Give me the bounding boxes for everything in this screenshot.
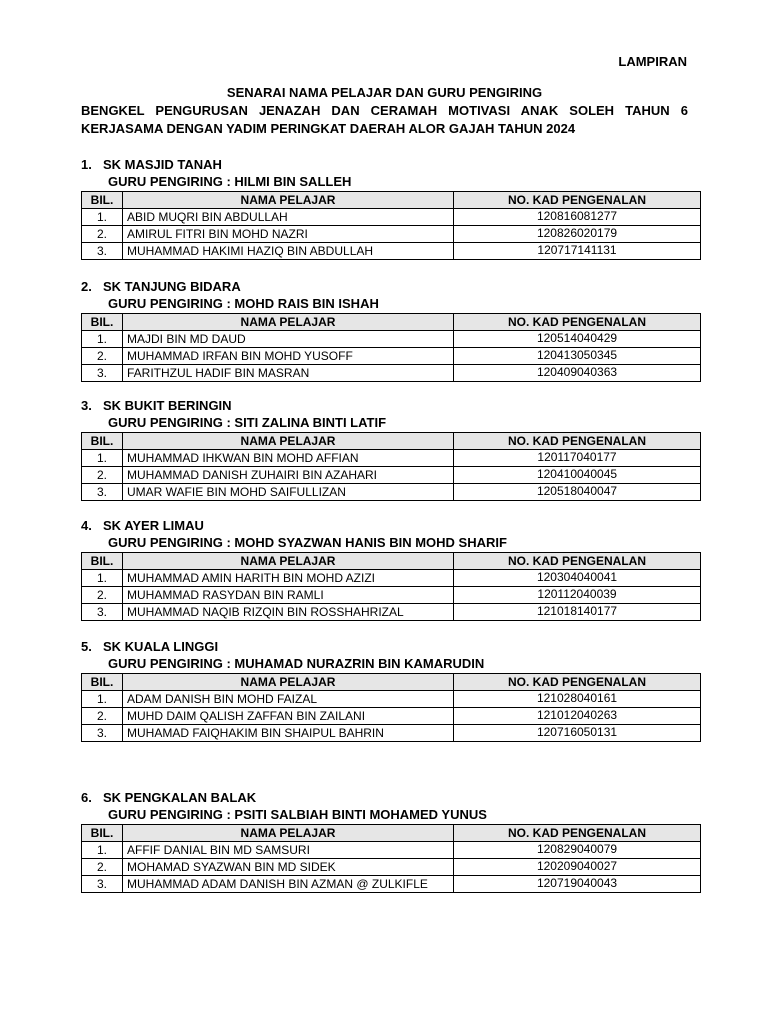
school-section (81, 278, 701, 382)
header-bil: BIL. (82, 433, 123, 450)
cell-bil: 3. (82, 604, 123, 621)
table-row (82, 691, 701, 708)
student-table (81, 432, 701, 501)
header-nama: NAMA PELAJAR (123, 825, 454, 842)
cell-nama: AFFIF DANIAL BIN MD SAMSURI (123, 842, 454, 859)
school-section (81, 638, 701, 742)
cell-nama: MAJDI BIN MD DAUD (123, 331, 454, 348)
table-row (82, 570, 701, 587)
header-bil: BIL. (82, 192, 123, 209)
school-section (81, 517, 701, 621)
student-table (81, 313, 701, 382)
student-table (81, 673, 701, 742)
heading-line-2: BENGKEL PENGURUSAN JENAZAH DAN CERAMAH MOTIVASI ANAK SOLEH TAHUN 6 (81, 103, 688, 118)
cell-ic: 120112040039 (454, 587, 701, 604)
table-row (82, 708, 701, 725)
header-ic: NO. KAD PENGENALAN (454, 825, 701, 842)
school-name: SK BUKIT BERINGIN (103, 398, 232, 413)
header-nama: NAMA PELAJAR (123, 553, 454, 570)
cell-bil: 2. (82, 708, 123, 725)
table-header-row (82, 674, 701, 691)
guru-pengiring: GURU PENGIRING : MOHD RAIS BIN ISHAH (108, 296, 379, 311)
guru-pengiring: GURU PENGIRING : PSITI SALBIAH BINTI MOHAMED YUNUS (108, 807, 487, 822)
header-bil: BIL. (82, 674, 123, 691)
cell-nama: MOHAMAD SYAZWAN BIN MD SIDEK (123, 859, 454, 876)
cell-bil: 3. (82, 725, 123, 742)
cell-ic: 120409040363 (454, 365, 701, 382)
school-section (81, 789, 701, 893)
header-nama: NAMA PELAJAR (123, 192, 454, 209)
cell-nama: FARITHZUL HADIF BIN MASRAN (123, 365, 454, 382)
school-title (81, 278, 701, 295)
cell-ic: 120518040047 (454, 484, 701, 501)
cell-nama: MUHAMMAD DANISH ZUHAIRI BIN AZAHARI (123, 467, 454, 484)
cell-ic: 120716050131 (454, 725, 701, 742)
table-row (82, 467, 701, 484)
school-name: SK PENGKALAN BALAK (103, 790, 257, 805)
section-number: 2. (81, 279, 92, 294)
cell-bil: 2. (82, 859, 123, 876)
school-name: SK MASJID TANAH (103, 157, 222, 172)
table-row (82, 365, 701, 382)
cell-ic: 121012040263 (454, 708, 701, 725)
school-name: SK KUALA LINGGI (103, 639, 219, 654)
table-header-row (82, 825, 701, 842)
cell-ic: 120413050345 (454, 348, 701, 365)
student-table (81, 552, 701, 621)
cell-ic: 121028040161 (454, 691, 701, 708)
cell-ic: 120829040079 (454, 842, 701, 859)
table-row (82, 450, 701, 467)
cell-bil: 1. (82, 450, 123, 467)
school-title (81, 789, 701, 806)
section-number: 3. (81, 398, 92, 413)
cell-nama: ADAM DANISH BIN MOHD FAIZAL (123, 691, 454, 708)
header-bil: BIL. (82, 825, 123, 842)
header-nama: NAMA PELAJAR (123, 314, 454, 331)
cell-nama: MUHD DAIM QALISH ZAFFAN BIN ZAILANI (123, 708, 454, 725)
cell-ic: 120719040043 (454, 876, 701, 893)
header-bil: BIL. (82, 553, 123, 570)
cell-nama: MUHAMMAD ADAM DANISH BIN AZMAN @ ZULKIFLE (123, 876, 454, 893)
table-row (82, 484, 701, 501)
cell-ic: 121018140177 (454, 604, 701, 621)
cell-ic: 120514040429 (454, 331, 701, 348)
cell-bil: 1. (82, 842, 123, 859)
cell-bil: 2. (82, 587, 123, 604)
cell-ic: 120826020179 (454, 226, 701, 243)
cell-nama: MUHAMMAD RASYDAN BIN RAMLI (123, 587, 454, 604)
section-number: 4. (81, 518, 92, 533)
guru-pengiring: GURU PENGIRING : MOHD SYAZWAN HANIS BIN MOHD SHARIF (108, 535, 507, 550)
school-name: SK TANJUNG BIDARA (103, 279, 241, 294)
cell-ic: 120117040177 (454, 450, 701, 467)
cell-nama: MUHAMMAD IHKWAN BIN MOHD AFFIAN (123, 450, 454, 467)
lampiran-label: LAMPIRAN (618, 54, 687, 69)
cell-nama: UMAR WAFIE BIN MOHD SAIFULLIZAN (123, 484, 454, 501)
cell-bil: 1. (82, 209, 123, 226)
table-row (82, 859, 701, 876)
cell-bil: 3. (82, 484, 123, 501)
heading-line-3: KERJASAMA DENGAN YADIM PERINGKAT DAERAH ALOR GAJAH TAHUN 2024 (81, 121, 576, 136)
table-row (82, 331, 701, 348)
guru-pengiring: GURU PENGIRING : HILMI BIN SALLEH (108, 174, 352, 189)
cell-bil: 3. (82, 876, 123, 893)
header-ic: NO. KAD PENGENALAN (454, 192, 701, 209)
table-row (82, 842, 701, 859)
header-bil: BIL. (82, 314, 123, 331)
cell-nama: MUHAMAD FAIQHAKIM BIN SHAIPUL BAHRIN (123, 725, 454, 742)
school-title (81, 517, 701, 534)
cell-bil: 2. (82, 467, 123, 484)
table-row (82, 348, 701, 365)
cell-bil: 1. (82, 331, 123, 348)
section-number: 6. (81, 790, 92, 805)
guru-pengiring: GURU PENGIRING : SITI ZALINA BINTI LATIF (108, 415, 387, 430)
cell-ic: 120410040045 (454, 467, 701, 484)
table-row (82, 876, 701, 893)
table-row (82, 209, 701, 226)
header-ic: NO. KAD PENGENALAN (454, 433, 701, 450)
section-number: 1. (81, 157, 92, 172)
heading-line-1: SENARAI NAMA PELAJAR DAN GURU PENGIRING (226, 85, 543, 100)
header-nama: NAMA PELAJAR (123, 433, 454, 450)
header-ic: NO. KAD PENGENALAN (454, 553, 701, 570)
cell-nama: MUHAMMAD HAKIMI HAZIQ BIN ABDULLAH (123, 243, 454, 260)
school-section (81, 397, 701, 501)
cell-ic: 120304040041 (454, 570, 701, 587)
student-table (81, 824, 701, 893)
school-section (81, 156, 701, 260)
cell-ic: 120209040027 (454, 859, 701, 876)
cell-nama: AMIRUL FITRI BIN MOHD NAZRI (123, 226, 454, 243)
header-ic: NO. KAD PENGENALAN (454, 674, 701, 691)
table-header-row (82, 433, 701, 450)
student-table (81, 191, 701, 260)
cell-bil: 2. (82, 226, 123, 243)
school-name: SK AYER LIMAU (103, 518, 204, 533)
table-row (82, 604, 701, 621)
cell-bil: 3. (82, 243, 123, 260)
cell-nama: MUHAMMAD AMIN HARITH BIN MOHD AZIZI (123, 570, 454, 587)
table-row (82, 243, 701, 260)
cell-nama: MUHAMMAD NAQIB RIZQIN BIN ROSSHAHRIZAL (123, 604, 454, 621)
school-title (81, 638, 701, 655)
table-header-row (82, 314, 701, 331)
document-heading (81, 84, 688, 138)
header-ic: NO. KAD PENGENALAN (454, 314, 701, 331)
cell-ic: 120717141131 (454, 243, 701, 260)
cell-bil: 1. (82, 691, 123, 708)
guru-pengiring: GURU PENGIRING : MUHAMAD NURAZRIN BIN KAMARUDIN (108, 656, 485, 671)
section-number: 5. (81, 639, 92, 654)
table-header-row (82, 192, 701, 209)
cell-nama: ABID MUQRI BIN ABDULLAH (123, 209, 454, 226)
school-title (81, 156, 701, 173)
cell-bil: 2. (82, 348, 123, 365)
cell-ic: 120816081277 (454, 209, 701, 226)
cell-nama: MUHAMMAD IRFAN BIN MOHD YUSOFF (123, 348, 454, 365)
table-row (82, 587, 701, 604)
table-header-row (82, 553, 701, 570)
header-nama: NAMA PELAJAR (123, 674, 454, 691)
school-title (81, 397, 701, 414)
cell-bil: 3. (82, 365, 123, 382)
table-row (82, 725, 701, 742)
cell-bil: 1. (82, 570, 123, 587)
table-row (82, 226, 701, 243)
